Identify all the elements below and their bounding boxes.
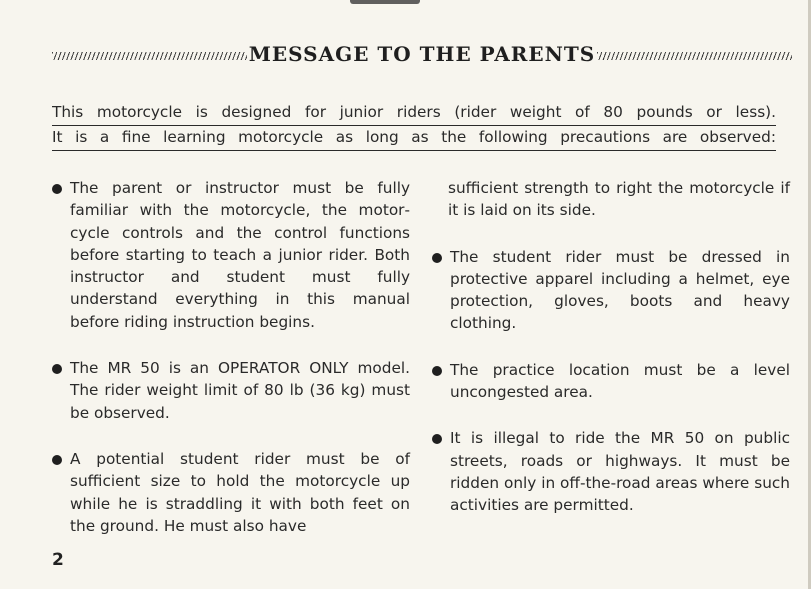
list-item bbox=[52, 448, 410, 537]
list-item-text: The MR 50 is an OPERATOR ONLY model. The rider weight limit of 80 lb (36 kg) must be observed. bbox=[70, 359, 410, 422]
title-row bbox=[52, 42, 792, 66]
list-item-text: It is illegal to ride the MR 50 on public streets, roads or highways. It must be ridden only in off-the-road areas where such activities are permitted. bbox=[450, 429, 790, 515]
list-item-continuation bbox=[432, 177, 790, 222]
list-item-text: The parent or instructor must be fully familiar with the motorcycle, the motorcycle controls and the control functions before starting to teach a junior rider. Both instructor and student must fully understand everything in this manual before riding instruction begins. bbox=[70, 179, 410, 331]
list-item bbox=[432, 427, 790, 516]
right-hatch-decoration bbox=[597, 52, 792, 60]
bullet-icon bbox=[432, 366, 442, 376]
intro-line-2: It is a fine learning motorcycle as long as the following precautions are observed: bbox=[52, 126, 776, 151]
list-item bbox=[432, 246, 790, 335]
list-item-text: The student rider must be dressed in protective apparel including a helmet, eye protection, gloves, boots and heavy clothing. bbox=[450, 247, 790, 333]
list-item-text: The practice location must be a level uncongested area. bbox=[450, 360, 790, 402]
list-item-text: A potential student rider must be of sufficient size to hold the motorcycle up while he is straddling it with both feet on the ground. He must also have bbox=[70, 449, 410, 535]
right-column bbox=[432, 177, 790, 541]
list-item bbox=[432, 359, 790, 404]
page-number: 2 bbox=[52, 550, 64, 570]
bullet-icon bbox=[432, 434, 442, 444]
intro-line-1: This motorcycle is designed for junior riders (rider weight of 80 pounds or less). bbox=[52, 101, 776, 126]
bullet-icon bbox=[432, 253, 442, 263]
bullet-icon bbox=[52, 184, 62, 194]
list-item bbox=[52, 177, 410, 333]
left-hatch-decoration bbox=[52, 52, 247, 60]
list-item bbox=[52, 357, 410, 424]
left-column bbox=[52, 177, 410, 561]
scan-artifact-mark bbox=[350, 0, 420, 4]
bullet-icon bbox=[52, 364, 62, 374]
page-title: MESSAGE TO THE PARENTS bbox=[248, 42, 596, 66]
list-item-text: sufficient strength to right the motorcycle if it is laid on its side. bbox=[448, 179, 790, 220]
intro-paragraph bbox=[52, 101, 776, 151]
bullet-icon bbox=[52, 455, 62, 465]
